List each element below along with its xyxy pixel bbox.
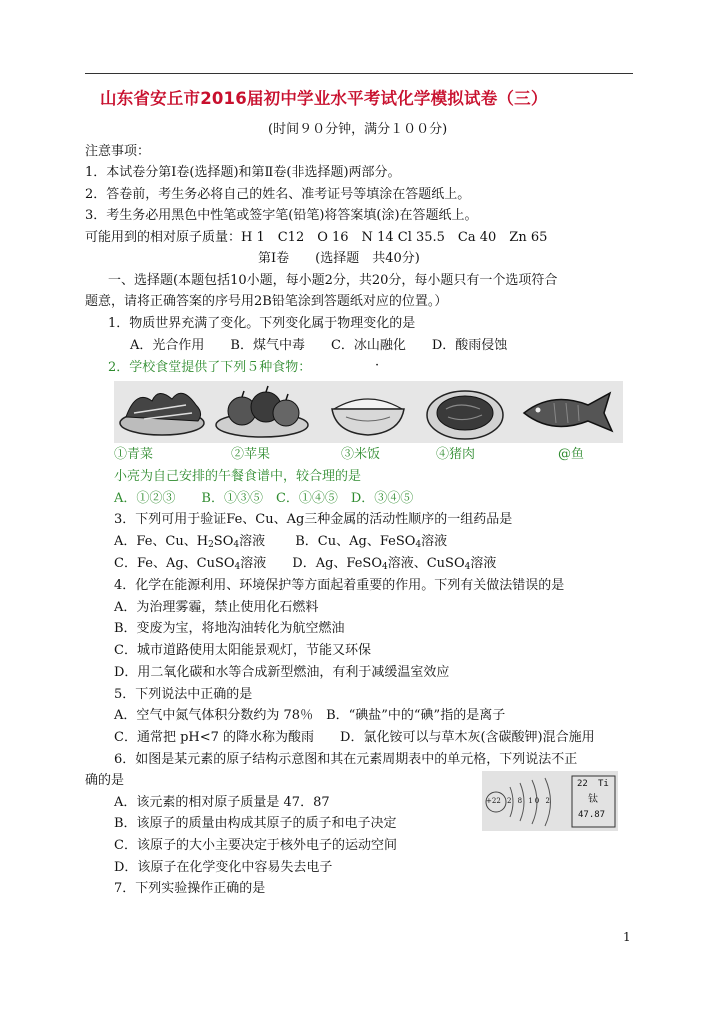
note-item: 3．考生务必用黑色中性笔或签字笔(铅笔)将答案填(涂)在答题纸上。 — [85, 208, 478, 223]
food-label: ④猪肉 — [436, 447, 476, 462]
question-options: A．①②③ B．①③⑤ C．①④⑤ D．③④⑤ — [114, 491, 414, 506]
time-info: (时间９０分钟，满分１００分) — [268, 122, 448, 137]
question-stem: 5．下列说法中正确的是 — [114, 687, 253, 702]
food-label: @鱼 — [558, 447, 585, 462]
question-stem: 2．学校食堂提供了下列５种食物： — [108, 360, 312, 375]
section-instructions: 一、选择题(本题包括10小题，每小题2分，共20分，每小题只有一个选项符合 — [108, 273, 558, 288]
fish-image — [518, 383, 618, 441]
question-stem: 7．下列实验操作正确的是 — [114, 881, 266, 896]
note-item: 1．本试卷分第Ⅰ卷(选择题)和第Ⅱ卷(非选择题)两部分。 — [85, 165, 401, 180]
nucleus-charge: +22 — [486, 797, 501, 805]
vegetables-image — [116, 383, 208, 441]
apples-image — [212, 383, 312, 441]
element-name: 钛 — [588, 794, 598, 805]
food-label: ③米饭 — [341, 447, 381, 462]
question-stem: 4．化学在能源利用、环境保护等方面起着重要的作用。下列有关做法错误的是 — [114, 578, 565, 593]
page-title: 山东省安丘市2016届初中学业水平考试化学模拟试卷（三） — [100, 89, 548, 108]
element-symbol: Ti — [598, 779, 609, 789]
atomic-masses: 可能用到的相对原子质量：H 1 C12 O 16 N 14 Cl 35.5 Ca 40 Zn 65 — [85, 230, 548, 245]
rice-bowl-image — [326, 383, 410, 441]
question-option: A．为治理雾霾，禁止使用化石燃料 — [114, 600, 319, 615]
question-option: D．用二氧化碳和水等合成新型燃油，有利于减缓温室效应 — [114, 665, 450, 680]
question-stem: 1．物质世界充满了变化。下列变化属于物理变化的是 — [108, 316, 416, 331]
header-rule — [85, 73, 633, 74]
shell-electrons: 2 8 10 2 — [507, 797, 552, 805]
question-stem: 6．如图是某元素的原子结构示意图和其在元素周期表中的单元格，下列说法不正 — [114, 752, 578, 767]
question-options: C．通常把 pH<7 的降水称为酸雨 D．氯化铵可以与草木灰(含碳酸钾)混合施用 — [114, 730, 595, 745]
element-number: 22 — [577, 779, 588, 789]
question-option: C．城市道路使用太阳能景观灯，节能又环保 — [114, 643, 371, 658]
question-option: D．该原子在化学变化中容易失去电子 — [114, 860, 333, 875]
question-options: A．空气中氮气体积分数约为 78％ B．“碘盐”中的“碘”指的是离子 — [114, 708, 506, 723]
element-mass: 47.87 — [578, 810, 606, 820]
food-label: ②苹果 — [231, 447, 271, 462]
note-item: 2．答卷前，考生务必将自己的姓名、准考证号等填涂在答题纸上。 — [85, 187, 471, 202]
q3-options-ab: A．Fe、Cu、$H_2SO_4$溶液 B．Cu、Ag、FeSO$_4$溶液 — [114, 534, 448, 550]
part-heading: 第Ⅰ卷 (选择题 共40分) — [258, 251, 420, 266]
question-option: B．变废为宝，将地沟油转化为航空燃油 — [114, 621, 345, 636]
food-label: ①青菜 — [114, 447, 154, 462]
question-option: C．该原子的大小主要决定于核外电子的运动空间 — [114, 838, 397, 853]
question-stem: 确的是 — [85, 773, 125, 788]
q3-options-cd: C．Fe、Ag、CuSO$_4$溶液 D．Ag、FeSO$_4$溶液、CuSO$_4$溶液 — [114, 556, 497, 572]
pork-plate-image — [420, 383, 510, 441]
atom-structure-figure — [482, 771, 618, 831]
question-stem: 3．下列可用于验证Fe、Cu、Ag三种金属的活动性顺序的一组药品是 — [114, 512, 513, 527]
question-option: B．该原子的质量由构成其原子的质子和电子决定 — [114, 816, 397, 831]
stray-dot: · — [375, 358, 380, 373]
question-option: A．该元素的相对原子质量是 47．87 — [114, 795, 330, 810]
page-number: 1 — [623, 930, 631, 944]
notes-heading: 注意事项： — [85, 144, 151, 159]
question-text: 小亮为自己安排的午餐食谱中，较合理的是 — [114, 469, 362, 484]
food-image-strip — [114, 381, 623, 443]
question-options: A．光合作用 B．煤气中毒 C．冰山融化 D．酸雨侵蚀 — [130, 338, 508, 353]
section-instructions: 题意，请将正确答案的序号用2B铅笔涂到答题纸对应的位置。） — [85, 294, 448, 309]
